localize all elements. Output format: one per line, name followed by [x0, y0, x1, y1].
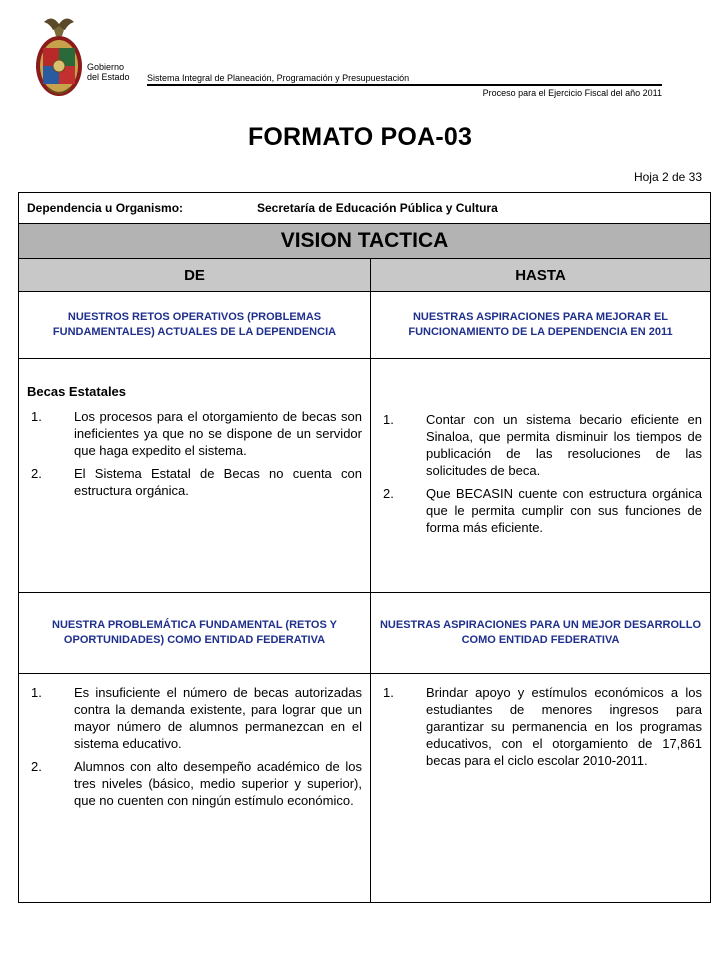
block1-right-header: NUESTRAS ASPIRACIONES PARA MEJORAR EL FUNCIONAMIENTO DE LA DEPENDENCIA EN 2011 [371, 292, 711, 359]
list-item: 1. Contar con un sistema becario eficiente en Sinaloa, que permita disminuir los tiempos de publicación de las resoluciones de las solicitudes de beca. [383, 412, 702, 478]
government-label [87, 62, 130, 82]
block1-left-list [27, 408, 362, 499]
column-header-to: HASTA [371, 259, 711, 292]
block2-left-header: NUESTRA PROBLEMÁTICA FUNDAMENTAL (RETOS Y OPORTUNIDADES) COMO ENTIDAD FEDERATIVA [19, 593, 371, 674]
list-item: 1. Brindar apoyo y estímulos económicos a los estudiantes de menores ingresos para garantizar su permanencia en los programas educativos, con el otorgamiento de 17,861 becas para el ciclo escolar 2010-2011. [383, 685, 702, 768]
list-item: 2. Que BECASIN cuente con estructura orgánica que le permita cumplir con sus funciones de forma más eficiente. [383, 486, 702, 535]
section-title: VISION TACTICA [19, 224, 711, 259]
system-name: Sistema Integral de Planeación, Programación y Presupuestación [147, 73, 410, 83]
poa-table [18, 192, 711, 903]
dependency-label: Dependencia u Organismo: [27, 201, 184, 215]
block1-right-list [379, 411, 702, 536]
block1-left-title: Becas Estatales [27, 384, 127, 399]
government-line-1: Gobierno [87, 62, 125, 72]
header-rule [147, 84, 662, 86]
process-label: Proceso para el Ejercicio Fiscal del año 2011 [482, 88, 662, 98]
list-item: 1. Los procesos para el otorgamiento de becas son ineficientes ya que no se dispone de un servidor que haga expedito el sistema. [31, 409, 362, 458]
dependency-row [19, 193, 711, 224]
block2-right-header: NUESTRAS ASPIRACIONES PARA UN MEJOR DESARROLLO COMO ENTIDAD FEDERATIVA [371, 593, 711, 674]
coat-of-arms-icon [34, 14, 84, 100]
block1-left-cell [19, 359, 371, 593]
block2-left-list [27, 684, 362, 809]
block2-left-cell [19, 674, 371, 903]
list-item: 2. Alumnos con alto desempeño académico de los tres niveles (básico, medio superior y superior), que no cuenten con ningún estímulo económico. [31, 759, 362, 808]
government-line-2: del Estado [87, 72, 130, 82]
dependency-value: Secretaría de Educación Pública y Cultura [257, 201, 498, 215]
column-header-from: DE [19, 259, 371, 292]
page-title: FORMATO POA-03 [247, 123, 473, 151]
block1-left-header: NUESTROS RETOS OPERATIVOS (PROBLEMAS FUNDAMENTALES) ACTUALES DE LA DEPENDENCIA [19, 292, 371, 359]
block1-right-cell [371, 359, 711, 593]
list-item: 2. El Sistema Estatal de Becas no cuenta con estructura orgánica. [31, 466, 362, 498]
list-item: 1. Es insuficiente el número de becas autorizadas contra la demanda existente, para lograr que un mayor número de alumnos permanezcan en el sistema educativo. [31, 685, 362, 751]
block2-right-list [379, 684, 702, 769]
block2-right-cell [371, 674, 711, 903]
sheet-counter: Hoja 2 de 33 [633, 170, 702, 184]
